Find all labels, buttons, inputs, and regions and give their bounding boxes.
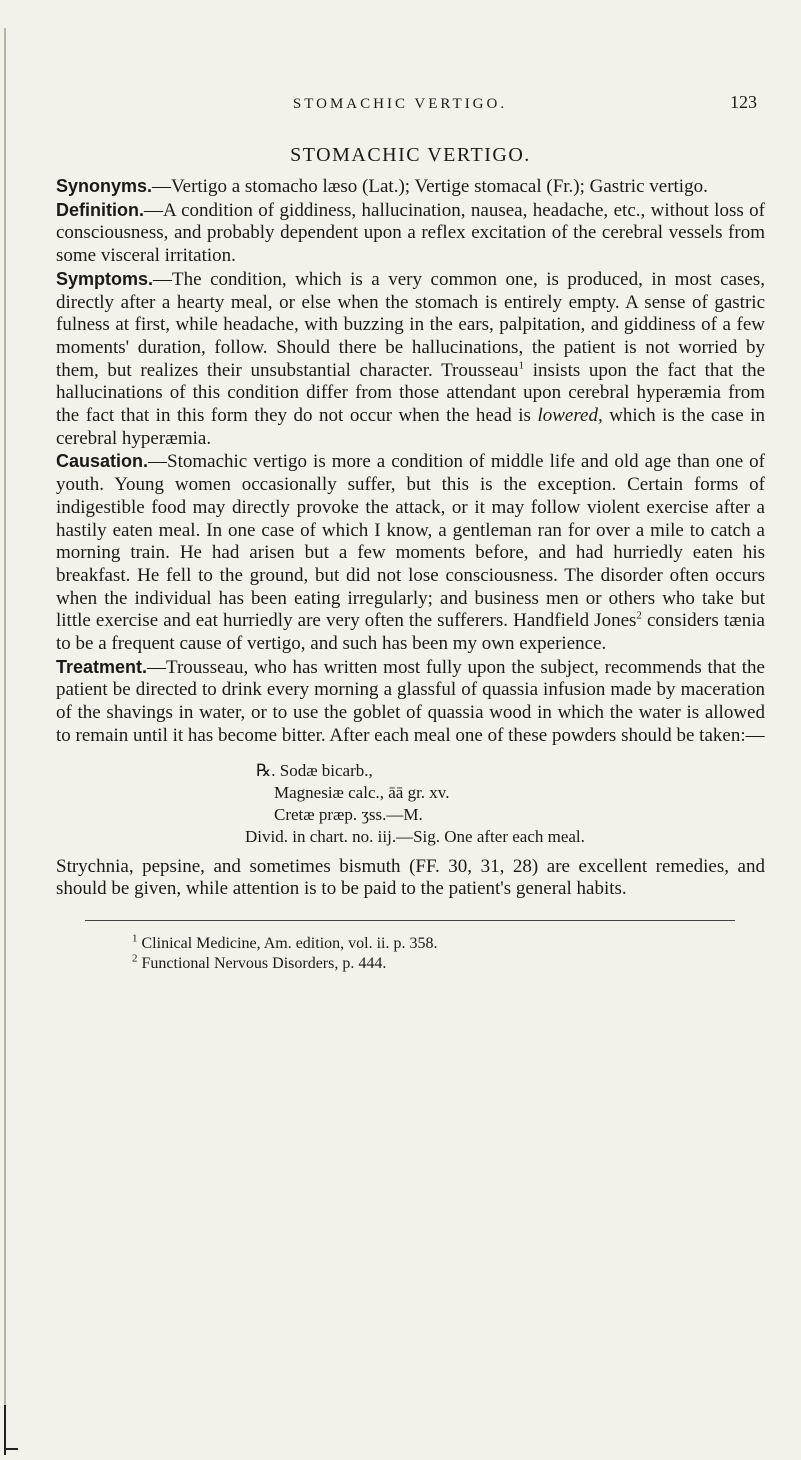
footnote-mark: 2	[132, 952, 138, 965]
symptoms-text-cont: insists upon the fact that the hallucinations of this condition differ from those attendant upon cerebral hyperæmia from the fact that in this form they do not occur when the head is	[56, 359, 765, 427]
treatment-paragraph	[56, 656, 765, 748]
running-head: STOMACHIC VERTIGO.	[292, 96, 508, 112]
prescription-line: Magnesiæ calc., āā gr. xv.	[274, 782, 450, 802]
footnote-text: Clinical Medicine, Am. edition, vol. ii. p. 358.	[141, 934, 438, 952]
causation-text: —Stomachic vertigo is more a condition of middle life and old age than one of youth. Young women occasionally suffer, but this is the exception. Certain forms of indigestible food may directly provoke the attack, or it may follow violent exercise after a hastily eaten meal. In one case of which I know, a gentleman ran for over a mile to catch a morning train. He had arisen but a few moments before, and had hurriedly eaten his breakfast. He fell to the ground, but did not lose consciousness. The disorder often occurs when the individual has been eating irregularly; and business men or others who take but little exercise and eat hurriedly are very often the sufferers. Handfield Jones	[56, 451, 765, 632]
prescription-block	[56, 760, 765, 848]
page-edge-line	[4, 28, 6, 1448]
footnote-mark: 1	[132, 932, 138, 945]
symptoms-paragraph	[56, 268, 765, 451]
synonyms-paragraph	[56, 175, 765, 199]
synonyms-text: —Vertigo a stomacho læso (Lat.); Vertige stomacal (Fr.); Gastric vertigo.	[152, 176, 708, 197]
footnote	[56, 954, 765, 974]
article-body	[56, 144, 765, 974]
causation-text-cont: considers tænia to be a frequent cause of vertigo, and such has been my own experience.	[56, 610, 765, 655]
corner-mark	[4, 1448, 18, 1450]
symptoms-text: —The condition, which is a very common one, is produced, in most cases, directly after a hearty meal, or else when the stomach is entirely empty. A sense of gastric fulness at first, while headache, with buzzing in the ears, palpitation, and giddiness of a few moments' duration, follow. Should there be hallucinations, the patient is not worried by them, but realizes their unsubstantial character. Trousseau	[56, 268, 765, 381]
prescription-line: Cretæ præp. ʒss.—M.	[274, 804, 423, 824]
causation-heading: Causation.	[56, 451, 149, 472]
footnote	[56, 934, 765, 954]
treatment-text: —Trousseau, who has written most fully upon the subject, recommends that the patient be directed to drink every morning a glassful of quassia infusion made by maceration of the shavings in water, or to use the goblet of quassia wood in which the water is allowed to remain until it has become bitter. After each meal one of these powders should be taken:—	[56, 656, 765, 746]
synonyms-heading: Synonyms.	[56, 176, 153, 196]
footnote-ref-2: 2	[636, 610, 642, 623]
definition-paragraph	[56, 199, 765, 268]
symptoms-text-end: which is the case in cerebral hyperæmia.	[56, 405, 765, 449]
closing-paragraph: Strychnia, pepsine, and sometimes bismuth (FF. 30, 31, 28) are excellent remedies, and should be given, while attention is to be paid to the patient's general habits.	[56, 855, 765, 900]
definition-heading: Definition.	[56, 199, 144, 220]
definition-text: —A condition of giddiness, hallucination, nausea, headache, etc., without loss of consciousness, and probably dependent upon a reflex excitation of the cerebral vessels from some visceral irritation.	[56, 199, 765, 267]
footnote-divider	[85, 920, 735, 921]
page-number: 123	[730, 92, 757, 112]
symptoms-emphasis: lowered,	[537, 405, 603, 427]
prescription-line: ℞. Sodæ bicarb.,	[256, 760, 373, 780]
footnote-text: Functional Nervous Disorders, p. 444.	[141, 954, 387, 972]
footnote-ref-1: 1	[518, 359, 525, 372]
treatment-heading: Treatment.	[56, 656, 148, 677]
article-title: STOMACHIC VERTIGO.	[290, 144, 531, 166]
causation-paragraph	[56, 450, 765, 655]
prescription-directions: Divid. in chart. no. iij.—Sig. One after each meal.	[245, 826, 585, 846]
symptoms-heading: Symptoms.	[56, 268, 154, 289]
